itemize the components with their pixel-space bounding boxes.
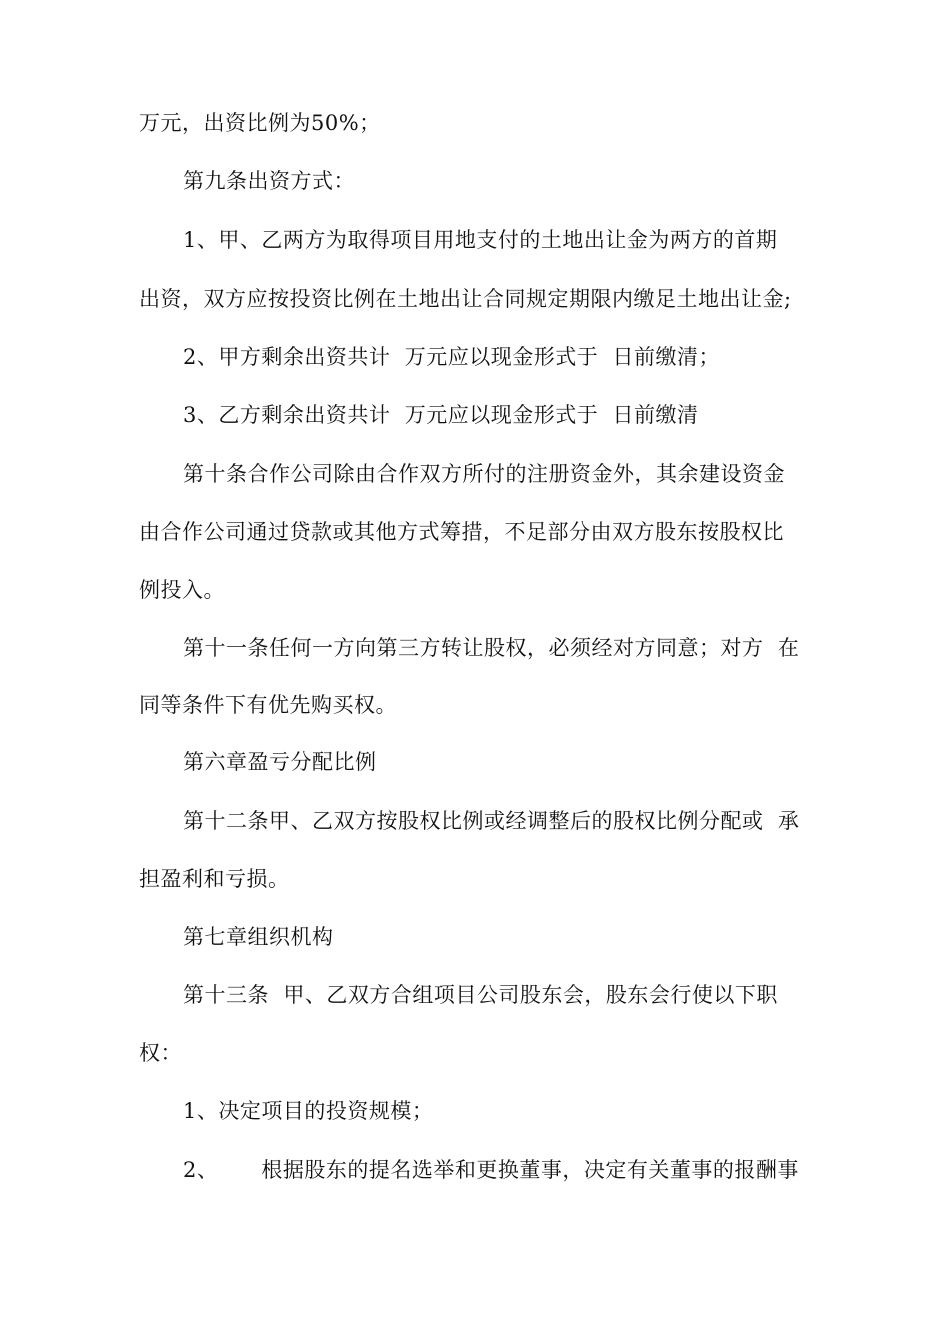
text-line-4: 出资，双方应按投资比例在土地出让合同规定期限内缴足土地出让金; <box>139 287 792 311</box>
text-line-13: 第十二条甲、乙双方按股权比例或经调整后的股权比例分配或 承 <box>183 809 800 833</box>
text-line-3: 1、甲、乙两方为取得项目用地支付的土地出让金为两方的首期 <box>183 228 778 252</box>
text-line-5: 2、甲方剩余出资共计 万元应以现金形式于 日前缴清； <box>183 345 721 369</box>
list-item-2: 2、 根据股东的提名选举和更换董事，决定有关董事的报酬事 <box>183 1158 799 1182</box>
text-line-2: 第九条出资方式： <box>183 169 355 193</box>
list-item-1: 1、决定项目的投资规模； <box>183 1099 434 1123</box>
chapter-heading-6: 第六章盈亏分配比例 <box>183 750 377 774</box>
text-line-9: 例投入。 <box>139 578 225 602</box>
text-line-7: 第十条合作公司除由合作双方所付的注册资金外，其余建设资金 <box>183 462 785 486</box>
text-line-14: 担盈利和亏损。 <box>139 867 290 891</box>
text-line-10: 第十一条任何一方向第三方转让股权，必须经对方同意；对方 在 <box>183 636 800 660</box>
text-line-6: 3、乙方剩余出资共计 万元应以现金形式于 日前缴清 <box>183 403 699 427</box>
chapter-heading-7: 第七章组织机构 <box>183 925 334 949</box>
text-line-11: 同等条件下有优先购买权。 <box>139 693 397 717</box>
text-line-16: 第十三条 甲、乙双方合组项目公司股东会，股东会行使以下职 <box>183 983 778 1007</box>
text-line-1: 万元，出资比例为50%； <box>139 111 381 135</box>
text-line-17: 权： <box>139 1041 182 1065</box>
text-line-8: 由合作公司通过贷款或其他方式筹措，不足部分由双方股东按股权比 <box>139 520 784 544</box>
